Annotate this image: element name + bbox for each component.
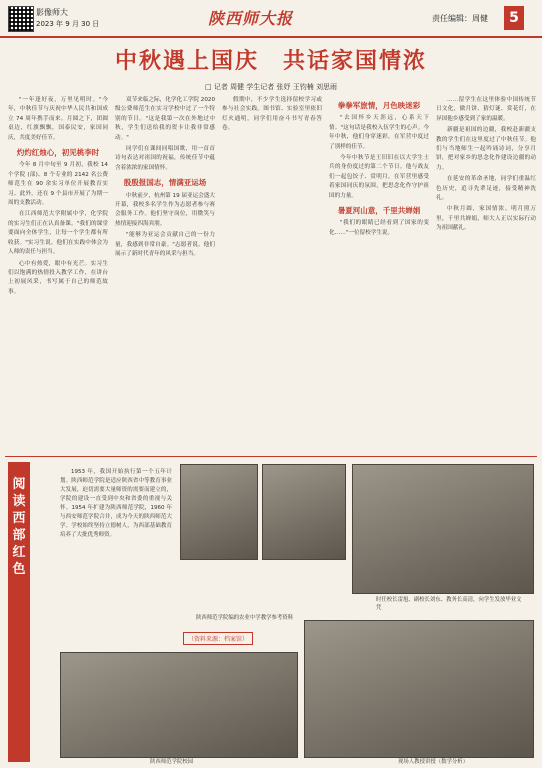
paragraph: 心中有热爱，眼中有光芒。实习生们以饱满的热情投入教学工作，在讲台上初展风采，书写属于自己的师范故事。 bbox=[8, 260, 108, 295]
article-byline: □ 记者 周健 学生记者 张妤 王钧楠 刘思雨 bbox=[205, 83, 337, 91]
source-note: （资料来源：档案馆） bbox=[183, 632, 253, 645]
subheading-1: 灼灼红烛心，初见桃李时 bbox=[16, 148, 100, 158]
issue-date: 2023 年 9 月 30 日 bbox=[36, 20, 100, 28]
subheading-2: 殷殷报国志，情满亚运场 bbox=[123, 178, 207, 188]
app-name: 影像师大 bbox=[36, 8, 68, 17]
paragraph: 同学们在课间同唱国歌，用一首首诗句表达对祖国的祝福，传统佳节中蕴含着浓浓的家国情怀。 bbox=[115, 146, 215, 171]
article-column-5 bbox=[436, 96, 536, 236]
subheading-4: 暑夏河山意，千里共婵娟 bbox=[337, 206, 421, 216]
paragraph: 今年中秋节是王旧旧在以大学生士兵的身份度过的第二个节日。他与战友们一起包饺子、赏明月，在军营里感受着家国同庆的氛围，把思念化作守护祖国的力量。 bbox=[329, 155, 429, 199]
photo-teaching-materials bbox=[180, 464, 258, 560]
paragraph: "去国怀乡天涯远，心系天下情。"这句话是我校入伍学生的心声。今年中秋，他们身穿迷彩，在军营中度过了别样的佳节。 bbox=[329, 115, 429, 150]
paragraph: 假期中，不少学生选择留校学习或参与社会实践。图书馆、实验室里依旧灯火通明，同学们用奋斗书写青春答卷。 bbox=[222, 97, 322, 132]
paragraph: 中秋月圆，家国情浓。明月照万里，千里共婵娟，师大人正以实际行动为祖国献礼。 bbox=[436, 206, 536, 232]
responsible-editor: 责任编辑：周健 bbox=[432, 14, 488, 23]
article-column-2 bbox=[115, 96, 215, 262]
paragraph: 在延安的革命圣地，同学们重温红色历史，追寻先辈足迹，接受精神洗礼。 bbox=[436, 176, 536, 202]
article-column-1 bbox=[8, 96, 108, 299]
article-headline: 中秋遇上国庆 共话家国情浓 bbox=[114, 48, 427, 74]
caption-4: 现场人教授讲授（数学分析） bbox=[398, 759, 469, 765]
paragraph: 在江西师范大学附属中学，化学院的实习生们正在认真备课。"我们的课堂要面向全体学生，让每一个学生都有所收获。"实习生说。他们在实践中体会为人师的责任与担当。 bbox=[8, 211, 108, 256]
photo-lecture bbox=[304, 620, 534, 758]
paragraph: "能够为亚运会贡献自己的一份力量，我感到非常自豪。"志愿者说。他们展示了新时代青年的风采与担当。 bbox=[115, 232, 215, 258]
paragraph: 1953 年，我国开始执行第一个五年计划。陕西师范学院是适应陕西省中等教育事业大发展，迫切需要大量师资的需要而建立的，学院的建设一直受到中央和省委的重视与关怀。1954 年扩建为陕西师范学院，1960 年与西安师范学院合并，成为今天的陕西师范大学。学校始终坚持立德树人，为西部基础教育培养了大批优秀师资。 bbox=[60, 469, 172, 538]
photo-graduation bbox=[352, 464, 534, 594]
paragraph: ……留学生在这里体验中国传统节日文化，做月饼、猜灯谜、赏花灯，在异国他乡感受到了家的温暖。 bbox=[436, 97, 536, 122]
caption-1: 陕西师范学院编的农业中学教学参考资料 bbox=[196, 615, 294, 621]
history-intro bbox=[60, 468, 172, 540]
history-sidebar-title: 阅读西部红色 bbox=[12, 477, 26, 577]
article-column-3 bbox=[222, 96, 322, 136]
page-number: 5 bbox=[504, 6, 524, 30]
qr-code-icon[interactable] bbox=[8, 6, 34, 32]
article-column-4 bbox=[329, 96, 429, 240]
paragraph: "我们的眼睛已经看到了国家的变化……"一位留校学生说。 bbox=[329, 220, 429, 236]
paragraph: 中秋前夕，杭州第 19 届亚运会盛大开幕，我校多名学生作为志愿者参与赛会服务工作。他们坚守岗位，用微笑与热情迎接四海宾朋。 bbox=[115, 192, 215, 227]
photo-teaching-materials-2 bbox=[262, 464, 346, 560]
paragraph: "一年逢好夜，万里见明时。"今年，中秋佳节与庆祝中华人民共和国成立 74 周年携手而来。月圆之下，团圆桌边，红旗飘飘，国泰民安，家国同庆，共度美好佳节。 bbox=[8, 97, 108, 141]
section-divider bbox=[5, 456, 537, 457]
newspaper-logo: 陕西师大报 bbox=[208, 9, 294, 28]
paragraph: 双节来临之际，化学化工学院 2020 级公费师范生在实习学校中过了一个特别的节日。"这是我第一次在外地过中秋，学生们送给我的贺卡让我非常感动。" bbox=[115, 97, 215, 141]
paragraph: 新疆是祖国的边疆，我校赴新疆支教的学生们在这里度过了中秋佳节。他们与当地师生一起吟诵诗词，分享月饼，把对家乡的思念化作建设边疆的动力。 bbox=[436, 127, 536, 171]
photo-campus bbox=[60, 652, 298, 758]
caption-2: 时任校长雷旭、副校长刘东、教务长高清，向学生发放毕业文凭 bbox=[376, 597, 522, 611]
subheading-3: 拳拳军旅情，月色映迷彩 bbox=[337, 101, 421, 110]
caption-3: 陕西师范学院校园 bbox=[150, 759, 194, 765]
paragraph: 今年 8 月中旬至 9 月初，我校 14 个学院 (部)、8 个专业的 2142 名公费师范生在 90 余实习单位开展教育实习。此外，还在 9 个县市开展了为期一周的支教活动。 bbox=[8, 162, 108, 207]
